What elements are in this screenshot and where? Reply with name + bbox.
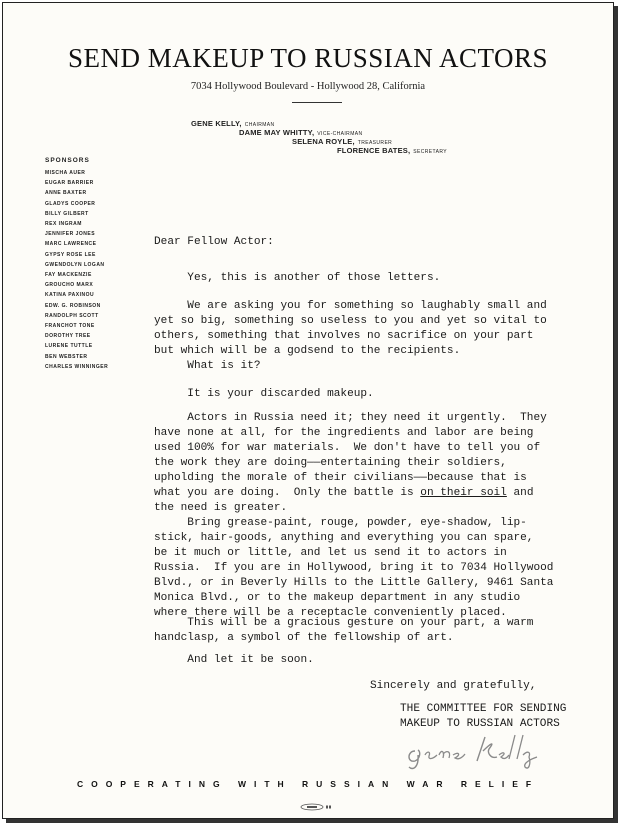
sponsor-name: MISCHA AUER — [45, 170, 86, 176]
sponsor-name: ANNE BAXTER — [45, 190, 87, 197]
paragraph-2: We are asking you for something so laughably small and yet so big, something so useless to you and yet so vital to others, something that involves no sacrifice on your part but which will be a godsend to the recipients. — [154, 300, 547, 357]
officer-chairman — [191, 119, 275, 128]
sponsor-name: GYPSY ROSE LEE — [45, 251, 96, 258]
officer-role: CHAIRMAN — [244, 122, 275, 128]
sponsor-name: BILLY GILBERT — [45, 210, 89, 217]
officer-treasurer — [292, 137, 392, 146]
salutation: Dear Fellow Actor: — [154, 236, 274, 248]
officer-name: SELENA ROYLE, — [292, 137, 355, 146]
paragraph-1: Yes, this is another of those letters. — [154, 272, 441, 284]
handwritten-signature — [403, 731, 553, 771]
sponsor-names — [45, 168, 108, 372]
letterhead-title: SEND MAKEUP TO RUSSIAN ACTORS — [67, 43, 549, 73]
officer-role: VICE-CHAIRMAN — [317, 131, 363, 137]
sponsor-name: REX INGRAM — [45, 221, 82, 228]
paragraph-5 — [154, 411, 547, 516]
sponsor-name: RANDOLPH SCOTT — [45, 312, 99, 319]
sponsor-name: GLADYS COOPER — [45, 200, 96, 207]
officer-name: DAME MAY WHITTY, — [239, 128, 315, 137]
paragraph-5-emphasis: on their soil — [420, 487, 507, 499]
sponsor-name: GWENDOLYN LOGAN — [45, 261, 105, 268]
paragraph-5-end: and the need is greater. — [154, 487, 534, 514]
sponsor-name: JENNIFER JONES — [45, 231, 96, 238]
committee-signature-block: THE COMMITTEE FOR SENDING MAKEUP TO RUSSIAN ACTORS — [400, 703, 567, 730]
closing: Sincerely and gratefully, — [370, 680, 537, 692]
sponsors-heading: SPONSORS — [45, 157, 90, 164]
sponsor-name: FRANCHOT TONE — [45, 323, 95, 330]
letterhead-address: 7034 Hollywood Boulevard - Hollywood 28, California — [190, 81, 426, 92]
paragraph-6: Bring grease-paint, rouge, powder, eye-shadow, lip- stick, hair-goods, anything and everything you can spare, be it much or little, and let us send it to actors in Russia. If you are in Hollywood, bring it to 7034 Hollywood Blvd., or in Beverly Hills to the Little Gallery, 9461 Santa Monica Blvd., or to the makeup department in any studio where there will be a receptacle conveniently placed. — [154, 517, 554, 619]
officer-vice-chairman — [239, 128, 363, 137]
union-label-icon — [298, 803, 334, 811]
sponsor-name: LURENE TUTTLE — [45, 343, 93, 350]
paragraph-8: And let it be soon. — [154, 654, 314, 666]
sponsor-name: CHARLES WINNINGER — [45, 363, 109, 370]
sponsor-name: MARC LAWRENCE — [45, 241, 97, 248]
officer-name: GENE KELLY, — [191, 119, 242, 128]
sponsor-name: EUGAR BARRIER — [45, 180, 94, 187]
letter-page — [2, 2, 614, 819]
sponsor-name: FAY MACKENZIE — [45, 272, 92, 279]
paragraph-7: This will be a gracious gesture on your part, a warm handclasp, a symbol of the fellowship of art. — [154, 617, 534, 644]
sponsor-name: GROUCHO MARX — [45, 282, 94, 289]
paragraph-5-text: Actors in Russia need it; they need it urgently. They have none at all, for the ingredients and labor are being used 100% for war materials. We don't have to tell you of the work they are doing——entertaining their soldiers, upholding the morale of their civilians——because that is what you are doing. Only the battle is — [154, 412, 547, 499]
paragraph-3: What is it? — [154, 360, 261, 372]
officer-role: SECRETARY — [413, 149, 447, 155]
sponsor-name: DOROTHY TREE — [45, 333, 91, 340]
sponsor-name: BEN WEBSTER — [45, 353, 88, 360]
sponsor-name: EDW. G. ROBINSON — [45, 302, 101, 309]
letterhead-rule — [292, 102, 342, 103]
paragraph-4: It is your discarded makeup. — [154, 388, 374, 400]
sponsors-list — [45, 157, 108, 372]
sponsor-name: KATINA PAXINOU — [45, 292, 95, 299]
officer-role: TREASURER — [357, 140, 393, 146]
officer-name: FLORENCE BATES, — [337, 146, 411, 155]
officer-secretary — [337, 146, 447, 155]
footer-tagline: COOPERATING WITH RUSSIAN WAR RELIEF — [76, 779, 540, 789]
